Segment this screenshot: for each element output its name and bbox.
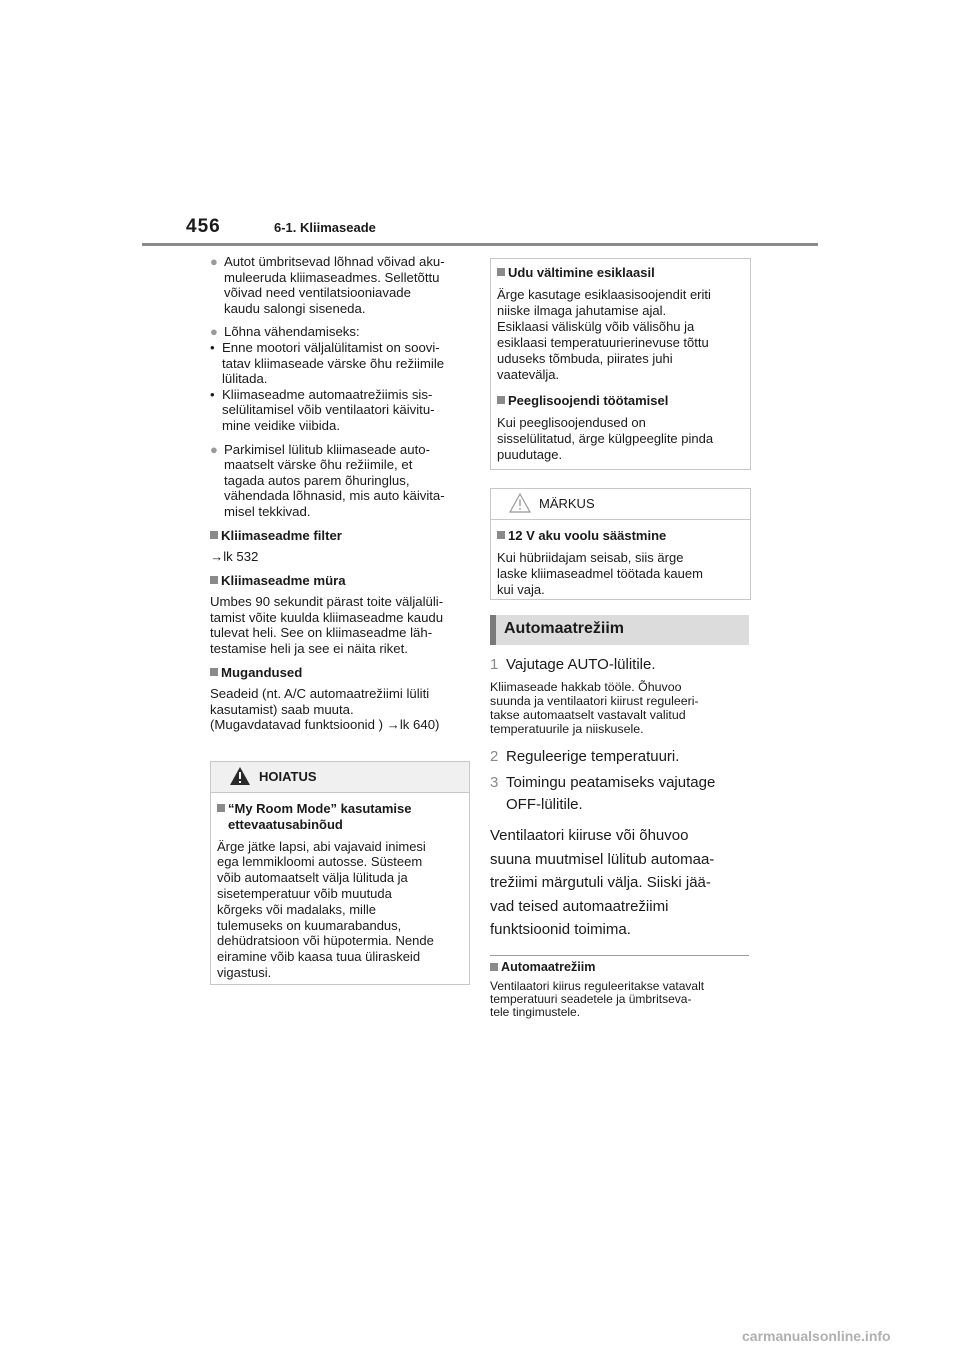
square-bullet-icon	[497, 396, 505, 404]
step-1-note: Kliimaseade hakkab tööle. Õhuvoo suunda ja ventilaatori kiirust reguleeri- takse automaatselt vastavalt valitud temperatuurile ja niiskusele.	[490, 680, 699, 736]
bullet-dot-icon: ●	[210, 441, 218, 457]
customization-heading: Mugandused	[210, 665, 468, 681]
sub-dot-icon: •	[210, 339, 215, 355]
bullet-dot-icon: ●	[210, 324, 218, 340]
auto-note-heading: Automaatrežiim	[490, 960, 752, 976]
watermark: carmanualsonline.info	[742, 1328, 891, 1344]
line: lülitada.	[222, 371, 268, 387]
header-rule	[142, 243, 818, 246]
noise-text: Umbes 90 sekundit pärast toite väljalüli- tamist võite kuulda kliimaseadme kaudu tulevat heli. See on kliimaseadme läh- testamise heli ja see ei näita riket.	[210, 594, 444, 657]
bullet-dot-icon: ●	[210, 254, 218, 269]
line: vähendada lõhnasid, mis auto käivita-	[224, 488, 445, 504]
info-body: Udu vältimine esiklaasil Ärge kasutage esiklaasisoojendit eriti niiske ilmaga jahutamise ajal. Esiklaasi väliskülg võib välisõhu ja esiklaasi temperatuurierinevuse tõttu uduseks tõmbuda, piirates juhi vaatevälja. Peeglisoojendi töötamisel Kui peeglisoojendused on sisselülitatud, ärge külgpeeglite pinda puudutage.	[491, 259, 750, 471]
square-bullet-icon	[497, 531, 505, 539]
square-bullet-icon	[210, 531, 218, 539]
warning-box	[210, 761, 470, 985]
line: võivad need ventilatsiooniavade	[224, 285, 411, 301]
left-column	[210, 254, 468, 737]
line: maatselt värske õhu režiimile, et	[224, 457, 413, 473]
line: Enne mootori väljalülitamist on soovi-	[222, 339, 440, 355]
page-number: 456	[186, 216, 221, 237]
note-box	[490, 488, 751, 600]
square-bullet-icon	[210, 668, 218, 676]
auto-mode-paragraph: Ventilaatori kiiruse või õhuvoo suuna muutmisel lülitub automaa- trežiimi märgutuli välja. Siiski jää- vad teised automaatrežiimi funktsioonid toimima.	[490, 827, 715, 938]
note-header	[491, 489, 750, 520]
auto-mode-note	[490, 960, 752, 1020]
mirror-heading: Peeglisoojendi töötamisel	[497, 393, 744, 409]
line: tatav kliimaseade värske õhu režiimile	[222, 355, 445, 371]
bullet-reduce-odor	[210, 324, 468, 433]
sub-bullet	[210, 340, 468, 387]
square-bullet-icon	[497, 268, 505, 276]
sub-dot-icon: •	[210, 386, 215, 402]
line: misel tekkivad.	[224, 503, 311, 519]
line: selülitamisel võib ventilaatori käivitu-	[222, 402, 435, 418]
warning-body: “My Room Mode” kasutamise ettevaatusabinõud Ärge jätke lapsi, abi vajavaid inimesi ega lemmikloomi autosse. Süsteem võib automaatselt välja lülituda ja sisetemperatuur võib muutuda kõrgeks või madalaks, mille tulemuseks on kuumarabandus, dehüdratsioon või hüpotermia. Nende eiramine võib kaasa tuua üliraskeid vigastusi.	[211, 793, 469, 989]
fog-heading: Udu vältimine esiklaasil	[497, 265, 744, 281]
section-divider	[490, 955, 749, 956]
filter-heading: Kliimaseadme filter	[210, 528, 468, 544]
section-label: 6-1. Kliimaseade	[274, 220, 376, 235]
customization-text: Seadeid (nt. A/C automaatrežiimi lüliti kasutamist) saab muuta. (Mugavdatavad funktsioonid ) →lk 640)	[210, 686, 440, 733]
filter-reference-link[interactable]: →lk 532	[210, 549, 259, 565]
auto-mode-heading: Automaatrežiim	[490, 615, 749, 645]
warning-triangle-icon	[229, 766, 251, 786]
bullet-parking	[210, 442, 468, 520]
square-bullet-icon	[490, 963, 498, 971]
sub-bullet	[210, 387, 468, 434]
step-2: 2 Reguleerige temperatuuri.	[490, 748, 680, 765]
square-bullet-icon	[210, 576, 218, 584]
step-3: 3 Toimingu peatamiseks vajutage OFF-lülitile.	[490, 774, 716, 813]
line: tagada autos parem õhuringlus,	[224, 472, 410, 488]
warning-header	[211, 762, 469, 793]
line: Lõhna vähendamiseks:	[224, 324, 360, 340]
line: mine veidike viibida.	[222, 417, 341, 433]
auto-mode-steps	[490, 654, 750, 942]
line: Autot ümbritsevad lõhnad võivad aku-	[224, 254, 445, 269]
note-body: 12 V aku voolu säästmine Kui hübriidajam seisab, siis ärge laske kliimaseadmel töötada kauem kui vaja.	[491, 520, 750, 606]
line: Parkimisel lülitub kliimaseade auto-	[224, 441, 430, 457]
warning-subheading: “My Room Mode” kasutamise ettevaatusabinõud	[217, 801, 463, 833]
step-1: 1 Vajutage AUTO-lülitile.	[490, 656, 656, 673]
line: Kliimaseadme automaatrežiimis sis-	[222, 386, 433, 402]
line: muleeruda kliimaseadmes. Selletõttu	[224, 269, 440, 285]
bullet-odors	[210, 254, 468, 316]
battery-heading: 12 V aku voolu säästmine	[497, 528, 744, 544]
square-bullet-icon	[217, 804, 225, 812]
warning-title: HOIATUS	[259, 769, 317, 784]
auto-note-text: Ventilaatori kiirus reguleeritakse vatavalt temperatuuri seadetele ja ümbritseva- tele tingimustele.	[490, 978, 705, 1020]
note-title: MÄRKUS	[539, 496, 595, 511]
heading-accent	[490, 615, 496, 645]
caution-outline-icon	[509, 493, 531, 513]
info-box	[490, 258, 751, 470]
line: kaudu salongi siseneda.	[224, 300, 366, 316]
noise-heading: Kliimaseadme müra	[210, 573, 468, 589]
